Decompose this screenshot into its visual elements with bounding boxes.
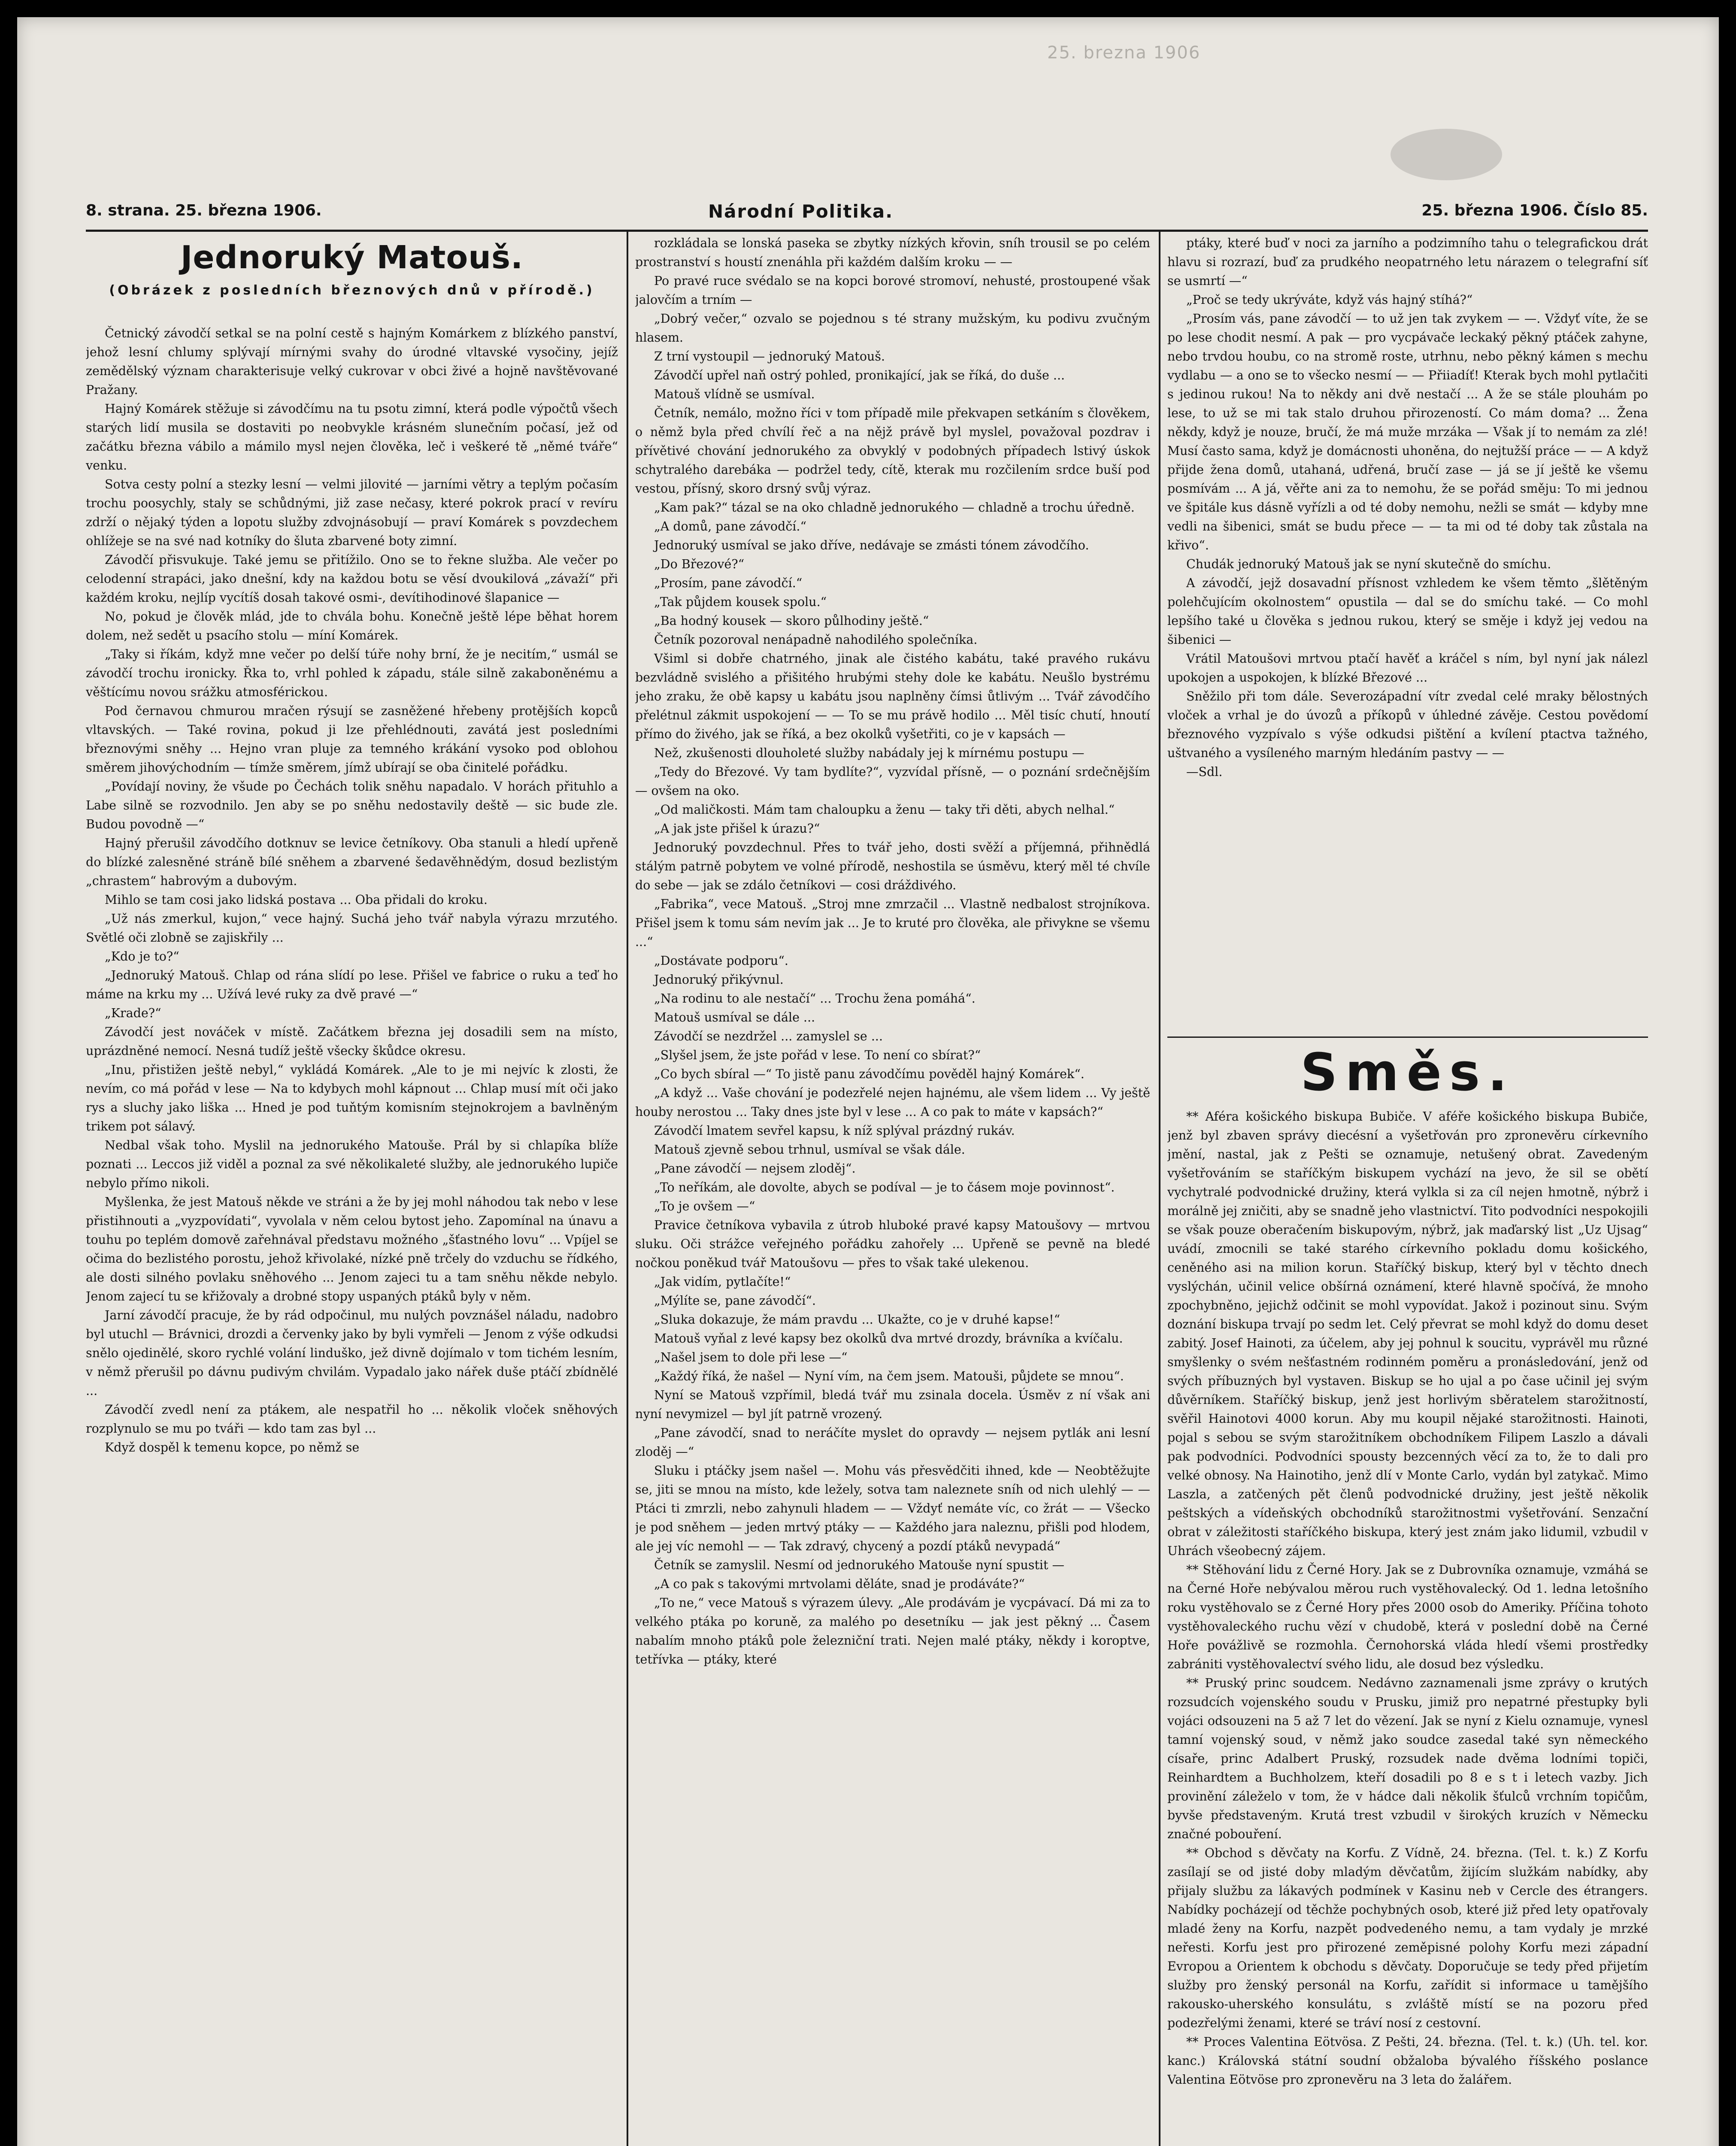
article-paragraph: „A když ... Vaše chování je podezřelé nejen hajnému, ale všem lidem ... Vy ještě houby nerostou ... Taky dnes jste byl v lese ... A co pak to máte v kapsách?“ (635, 1086, 1150, 1119)
article-paragraph: „Pane závodčí, snad to neráčíte myslet do opravdy — nejsem pytlák ani lesní zloděj —“ (635, 1426, 1150, 1459)
section-rule (1167, 1037, 1648, 1038)
article-paragraph: „Kdo je to?“ (105, 949, 179, 964)
article-paragraph: Mihlo se tam cosi jako lidská postava ... Oba přidali do kroku. (105, 893, 488, 907)
article-paragraph: Matouš usmíval se dále ... (654, 1010, 815, 1025)
article-paragraph: „Sluka dokazuje, že mám pravdu ... Ukažte, co je v druhé kapse!“ (654, 1312, 1060, 1327)
article-paragraph: Sluku i ptáčky jsem našel —. Mohu vás přesvědčiti ihned, kde — Neobtěžujte se, jiti se mnou na místo, kde ležely, sotva tam naleznete sníh od nich ulehlý — — Ptáci ti zmrzli, nebo zahynuli hladem — — Vždyť nemáte víc, co žrát — — Všecko je pod sněhem — jeden mrtvý ptáky — — Každého jara naleznu, přišli pod hlodem, ale jej víc nemohl — — Tak zdravý, chycený a pozdí ptáků nevypadá“ (635, 1464, 1150, 1553)
article-paragraph: „Krade?“ (105, 1006, 161, 1020)
article-paragraph: „Od maličkosti. Mám tam chaloupku a ženu — taky tři děti, abych nelhal.“ (654, 803, 1115, 817)
column-3-news (1167, 1107, 1648, 2146)
news-item: ** Obchod s děvčaty na Korfu. Z Vídně, 24. března. (Tel. t. k.) Z Korfu zasílají se od jisté doby mladým děvčatům, žijícím služkám nabídky, aby přijaly službu za lákavých podmínek v Kasinu neb v Cercle des étrangers. Nabídky pocházejí od těchže pochybných osob, které již před lety opatřovaly mladé ženy na Korfu, nazpět podvedeného nemu, a tam vydaly je mrzké neřesti. Korfu jest pro přirozené zeměpisné polohy Korfu mezi západní Evropou a Orientem k obchodu s děvčaty. Doporučuje se tedy před přijetím služby pro ženský personál na Korfu, zařídit si informace u tamějšího rakousko-uherského konsulátu, s zvláště místí se na pozoru před podezřelými ženami, které se tráví nosí z cestovní. (1167, 1846, 1648, 2030)
article-paragraph: Jednoruký přikývnul. (654, 973, 784, 987)
article-paragraph: Hajný Komárek stěžuje si závodčímu na tu psotu zimní, která podle výpočtů všech starých lidí musila se dostaviti po neobvykle krásném slunečním počasí, jež od začátku března vábilo a mámilo mysl nejen člověka, leč i veškeré tě „němé tváře“ venku. (86, 402, 618, 473)
section-title-smes: Směs. (1300, 1043, 1515, 1103)
header-left: 8. strana. 25. března 1906. (86, 202, 322, 219)
article-paragraph: „Kam pak?“ tázal se na oko chladně jednorukého — chladně a trochu úředně. (654, 500, 1135, 515)
header-right: 25. března 1906. Číslo 85. (1421, 202, 1648, 219)
article-paragraph: Četník pozoroval nenápadně nahodilého společníka. (654, 633, 978, 647)
scan-smudge (1391, 129, 1502, 180)
article-paragraph: „Inu, přistižen ještě nebyl,“ vykládá Komárek. „Ale to je mi nejvíc k zlosti, že nevím, co má pořád v lese — Na to kdybych mohl kápnout ... Chlap musí mít oči jako rys a sluchy jako liška ... Hned je pod tuňtým komisním stejnokrojem a bavlněným trikem pot sálavý. (86, 1063, 618, 1134)
article-paragraph: „Do Březové?“ (654, 557, 745, 571)
news-item: ** Aféra košického biskupa Bubiče. V aféře košického biskupa Bubiče, jenž byl zbaven správy diecésní a vyšetřován pro zpronevěru církevního jmění, nastal, jak z Pešti se oznamuje, netušený obrat. Zavedeným vyšetřováním se staříčkým biskupem vychází na jevo, že sil se obětí vychytralé podvodnické družiny, která vylkla si za cíl nejen hmotně, nýbrž i morálně jej zničiti, aby se snadně jeho vlastnictví. Tito podvodníci nespokojili se však pouze oberačením biskupovým, nýbrž, jak maďarský list „Uz Ujsag“ uvádí, zmocnili se také starého církevního pokladu domu košického, ceněného asi na milion korun. Staříčký biskup, který byl v těchto dnech vyslýchán, učinil velice obšírná oznámení, které hlavně spočívá, že mnoho zpochybněno, jejichž odčinit se mohl vypovídat. Jakož i pozinout sinu. Svým doznání biskupa trvají po sedm let. Celý převrat se mohl když do domu deset zabitý. Josef Hainoti, za účelem, aby jej pohnul k soucitu, vyprávěl mu různé smyšlenky o svém nešťastném rodinném poměru a pronásledování, jenž od svých příbuzných byl vystaven. Biskup se ho ujal a po čase učinil jej svým důvěrníkem. Staříčký biskup, jenž jest horlivým sběratelem starožitností, svěřil Hainotovi 4000 korun. Aby mu koupil nějaké starožitnosti. Hainoti, pojal s sebou se svým starožitníkem obchodníkem Filipem Laszlo a dávali pak podvodníci. Podvodníci spousty bezcenných věcí za to, že to dali pro velké obnosy. Na Hainotiho, jenž dlí v Monte Carlo, vydán byl zatykač. Mimo Laszla, a zatčených pět členů podvodnické družiny, jest ještě několik peštských a vídeňských obchodníků starožitnostmi vyšetřování. Senzační obrat v záležitosti staříčkého biskupa, který jest znám jako lidumil, vzbudil v Uhrách všeobecný zájem. (1167, 1109, 1648, 1558)
article-paragraph: „Na rodinu to ale nestačí“ ... Trochu žena pomáhá“. (654, 991, 976, 1006)
article-paragraph: „Tedy do Březové. Vy tam bydlíte?“, vyzvídal přísně, — o poznání srdečnějším — ovšem na oko. (635, 765, 1150, 798)
news-item: ** Proces Valentina Eötvösa. Z Pešti, 24. března. (Tel. t. k.) (Uh. tel. kor. kanc.) Královská státní soudní obžaloba bývalého říšského poslance Valentina Eötvöse pro zpronevěru na 3 leta do žalářem. (1167, 2035, 1648, 2087)
article-paragraph: Hajný přerušil závodčího dotknuv se levice četníkovy. Oba stanuli a hledí upřeně do blízké zalesněné stráně bílé sněhem a zbarvené šedavěhnědým, dosud bezlistým „chrastem“ habrovým a dubovým. (86, 836, 618, 888)
article-paragraph: Matouš vyňal z levé kapsy bez okolků dva mrtvé drozdy, brávníka a kvíčalu. (654, 1331, 1123, 1346)
article-paragraph: Nyní se Matouš vzpřímil, bledá tvář mu zsinala docela. Úsměv z ní však ani nyní nevymizel — byl jít patrně vrozený. (635, 1388, 1150, 1421)
article-paragraph: „A domů, pane závodčí.“ (654, 519, 807, 533)
article-paragraph: Po pravé ruce svédalo se na kopci borové stromoví, nehusté, prostoupené však jalovčím a trním — (635, 274, 1150, 307)
article-paragraph: Nedbal však toho. Myslil na jednorukého Matouše. Prál by si chlapíka blíže poznati ... Leccos již viděl a poznal za své několikaleté služby, ale jednorukého lupiče nebylo přímo nikoli. (86, 1138, 618, 1190)
article-paragraph: „Našel jsem to dole při lese —“ (654, 1350, 848, 1364)
article-paragraph: „Povídají noviny, že všude po Čechách tolik sněhu napadalo. V horách přituhlo a Labe silně se rozvodnilo. Jen aby se po sněhu nedostavily deště — sic bude zle. Budou povodně —“ (86, 779, 618, 831)
article-paragraph: Četnický závodčí setkal se na polní cestě s hajným Komárkem z blízkého panství, jehož lesní chlumy splývají mírnými svahy do úrodné vltavské vysočiny, jejíž zemědělský význam charakterisuje velký cukrovar v obci živé a hojně navštěvované Pražany. (86, 326, 618, 397)
article-paragraph: „Fabrika“, vece Matouš. „Stroj mne zmrzačil ... Vlastně nedbalost strojníkova. Přišel jsem k tomu sám nevím jak ... Je to kruté pro člověka, ale přivykne se všemu ...“ (635, 897, 1150, 949)
column-2 (635, 234, 1150, 2146)
newspaper-page (17, 17, 1719, 2146)
article-paragraph: Matouš zjevně sebou trhnul, usmíval se však dále. (654, 1143, 965, 1157)
article-paragraph: Závodčí jest nováček v místě. Začátkem března jej dosadili sem na místo, uprázdněné nemocí. Nesná tudíž ještě všecky škůdce okresu. (86, 1025, 618, 1058)
article-paragraph: Z trní vystoupil — jednoruký Matouš. (654, 349, 885, 364)
news-item: ** Stěhování lidu z Černé Hory. Jak se z Dubrovníka oznamuje, vzmáhá se na Černé Hoře nebývalou měrou ruch vystěhovalecký. Od 1. ledna letošního roku vystěhovalo se z Černé Hory přes 2000 osob do Ameriky. Příčina tohoto vystěhovaleckého ruchu vězí v chudobě, která v poslední době na Černé Hoře povážlivě se rozmohla. Černohorská vláda hledí všemi prostředky zabrániti vystěhovalectví svého lidu, ale dosud bez výsledku. (1167, 1563, 1648, 1671)
article-paragraph: „To je ovšem —“ (654, 1199, 755, 1213)
article-paragraph: Sotva cesty polní a stezky lesní — velmi jilovité — jarními větry a teplým počasím trochu poosychly, staly se schůdnými, již zase nečasy, které pokrok prací v revíru zdrží o nějaký týden a lopotu služby zdvojnásobují — praví Komárek s povzdechem ohlížeje se na své nad kotníky do šluta zbarvené boty zimní. (86, 477, 618, 548)
article-paragraph: Jarní závodčí pracuje, že by rád odpočinul, mu nulých povznášel náladu, nadobro byl utuchl — Brávnici, drozdi a červenky jako by byli vymřeli — Jenom z výše odkudsi snělo ojedinělé, skoro rychlé volání linduško, jež divně dojímalo v tom tichém lesním, v němž přerušil po dávnu pudivým chvilám. Vypadalo jako nářek duše ptáčí zbídnělé ... (86, 1308, 618, 1398)
article-paragraph: No, pokud je člověk mlád, jde to chvála bohu. Konečně ještě lépe běhat horem dolem, než sedět u psacího stolu — míní Komárek. (86, 609, 618, 643)
article-paragraph: Vrátil Matoušovi mrtvou ptačí havěť a kráčel s ním, byl nyní jak nálezl upokojen a uspokojen, k blízké Březové ... (1167, 652, 1648, 685)
article-paragraph: Četník, nemálo, možno říci v tom případě mile překvapen setkáním s člověkem, o němž byla před chvílí řeč a na nějž právě byl myslel, považoval pozdrav i přívětivé chování jednorukého za obvyklý v podobných případech lstivý úskok schytralého darebáka — podržel tedy, cítě, kterak mu rozčilením srdce buší pod vestou, přísný, skoro drsný svůj výraz. (635, 406, 1150, 496)
column-divider-1 (627, 232, 628, 2146)
newspaper-name: Národní Politika. (708, 201, 894, 222)
article-paragraph: „A co pak s takovými mrtvolami děláte, snad je prodáváte?“ (654, 1577, 1025, 1591)
article-paragraph: „A jak jste přišel k úrazu?“ (654, 821, 820, 836)
article-paragraph: Závodčí se nezdržel ... zamyslel se ... (654, 1029, 883, 1043)
article-paragraph: Závodčí upřel naň ostrý pohled, pronikající, jak se říká, do duše ... (654, 368, 1065, 382)
article-paragraph: Než, zkušenosti dlouholeté služby nabádaly jej k mírnému postupu — (654, 746, 1085, 760)
article-paragraph: ptáky, které buď v noci za jarního a podzimního tahu o telegrafickou drát hlavu si rozrazí, buď za prudkého neopatrného letu nárazem o telegrafní síť se usmrtí —“ (1167, 236, 1648, 288)
article-paragraph: Chudák jednoruký Matouš jak se nyní skutečně do smíchu. (1186, 557, 1551, 571)
article-paragraph: A závodčí, jejž dosavadní přísnost vzhledem ke všem těmto „šlětěným polehčujícím okolnostem“ opustila — dal se do smíchu také. — Co mohl lepšího také u člověka s jednou rukou, který se směje i když jej vedou na šibenici — (1167, 576, 1648, 647)
article-paragraph: „Taky si říkám, když mne večer po delší túře nohy brní, že je necitím,“ usmál se závodčí trochu ironicky. Řka to, vrhl pohled k západu, stále silně zakaboněnému a věštícímu novou srážku atmosférickou. (86, 647, 618, 699)
news-item: ** Pruský princ soudcem. Nedávno zaznamenali jsme zprávy o krutých rozsudcích vojenského soudu v Prusku, jimiž pro nepatrné přestupky byli vojáci odsouzeni na 5 až 7 let do vězení. Jak se nyní z Kielu oznamuje, vynesl tamní vojenský soud, v němž jako soudce zasedal také syn německého císaře, princ Adalbert Pruský, rozsudek nade dvěma lodními topiči, Reinhardtem a Buchholzem, kteří dosadili po 8 e s t i letech vazby. Jich provinění záleželo v tom, že v hádce dali několik šťulců vrchním topičům, byvše představeným. Krutá trest vzbudil v širokých kruzích v Německu značné pobouření. (1167, 1676, 1648, 1841)
article-paragraph: „Mýlíte se, pane závodčí“. (654, 1294, 816, 1308)
article-paragraph: „Tak půjdem kousek spolu.“ (654, 595, 827, 609)
article-paragraph: Pod černavou chmurou mračen rýsují se zasněžené hřebeny protějších kopců vltavských. — Také rovina, pokud ji lze přehlédnouti, zavátá jest posledními březnovými sněhy ... Hejno vran pluje za temného krákání vysoko pod oblohou směrem jihovýchodním — tímže směrem, jímž ubírají se oba činitelé pořádku. (86, 704, 618, 775)
column-3-story-end (1167, 234, 1648, 1032)
article-paragraph: „Dostávate podporu“. (654, 954, 788, 968)
page-header (86, 193, 1648, 227)
article-paragraph: „Co bych sbíral —“ To jistě panu závodčímu pověděl hajný Komárek“. (654, 1067, 1085, 1081)
article-paragraph: „To ne,“ vece Matouš s výrazem úlevy. „Ale prodávám je vycpávací. Dá mi za to velkého ptáka po koruně, za malého po desetníku — jak jest pěkný ... Časem nabalím mnoho ptáků pole železniční trati. Nejen malé ptáky, někdy i koroptve, tetřívka — ptáky, které (635, 1596, 1150, 1667)
article-paragraph: —Sdl. (1186, 765, 1223, 779)
article-paragraph: Matouš vlídně se usmíval. (654, 387, 815, 401)
bleed-through-text: 25. brezna 1906 (1047, 43, 1201, 63)
article-paragraph: Četník se zamyslil. Nesmí od jednorukého Matouše nyní spustit — (654, 1558, 1065, 1572)
article-paragraph: „Proč se tedy ukrýváte, když vás hajný stíhá?“ (1186, 293, 1473, 307)
article-paragraph: „Prosím vás, pane závodčí — to už jen tak zvykem — —. Vždyť víte, že se po lese chodit nesmí. A pak — pro vycpávače leckaký pěkný ptáček zahyne, nebo trvdou houbu, co na stromě roste, utrhnu, nebo pěkný kámen s mechu vydlabu — a ono se to všecko nesmí — — Přiiadíť! Kterak bych mohl pytlačiti s jedinou rukou! Na to někdy ani dvě nestačí ... A že se stále plouhám po lese, to už se mi tak stalo druhou přirozeností. Co mám doma? ... Žena někdy, když je nouze, bručí, že má muže mrzáka — Však jí to nemám za zlé! Musí často sama, když je domácnosti uhoněna, do nejtužší práce — — A když přijde žena domů, utahaná, udřená, bručí zase — já se jí ještě ke všemu posmívám ... A já, věřte ani za to nemohu, že se pořád směju: To mi jednou ve špitále kus dásně vyřízli a od té doby nemohu, nežli se smát — kdyby mne vedli na šibenici, smát se budu přece — — ta mi od té doby tak zůstala na křivo“. (1167, 312, 1648, 552)
article-paragraph: Myšlenka, že jest Matouš někde ve stráni a že by jej mohl náhodou tak nebo v lese přistihnouti a „vyzpovídati“, vyvolala v něm celou bytost jeho. Zapomínal na únavu a touhu po teplém domově zařehnával představu možného „šťastného lovu“ ... Vpíjel se očima do bezlistého porostu, jehož křivolaké, nízké pně trčely do vzduchu se řídkého, ale dosti silného povlaku sněhového ... Jenom zajeci tu a tam sněhu někde nebylo. Jenom zajecí tu se křižovaly a drobné stopy uspaných ptáků byly v něm. (86, 1195, 618, 1303)
column-divider-2 (1159, 232, 1160, 2146)
article-paragraph: Závodčí lmatem sevřel kapsu, k níž splýval prázdný rukáv. (654, 1124, 1015, 1138)
article-paragraph: Jednoruký usmíval se jako dříve, nedávaje se zmásti tónem závodčího. (654, 538, 1089, 552)
article-paragraph: „Jak vidím, pytlačíte!“ (654, 1275, 791, 1289)
article-paragraph: „Prosím, pane závodčí.“ (654, 576, 803, 590)
article-paragraph: „Už nás zmerkul, kujon,“ vece hajný. Suchá jeho tvář nabyla výrazu mrzutého. Světlé oči zlobně se zajiskřily ... (86, 912, 618, 945)
article-paragraph: „To neříkám, ale dovolte, abych se podíval — je to čásem moje povinnost“. (654, 1180, 1115, 1194)
article-paragraph: „Pane závodčí — nejsem zloděj“. (654, 1161, 856, 1176)
article-paragraph: Když dospěl k temenu kopce, po němž se (105, 1440, 360, 1455)
header-rule (86, 230, 1648, 232)
article-paragraph: Všiml si dobře chatrného, jinak ale čistého kabátu, také pravého rukávu bezvládně svislého a přišitého hrubými stehy dole ke kabátu. Neušlo bystrému jeho zraku, že obě kapsy u kabátu jsou naplněny čímsi ůtlivým ... Tvář závodčího přelétnul zákmit uspokojení — — To se mu právě hodilo ... Měl tisíc chutí, hnoutí přímo do živého, jak se říká, a bez okolků vyšetřiti, co je v kapsách — (635, 652, 1150, 741)
article-paragraph: Pravice četníkova vybavila z útrob hluboké pravé kapsy Matoušovy — mrtvou sluku. Oči strážce veřejného pořádku zahořely ... Upřeně se pevně na bledé nočkou poněkud tvář Matoušovu — přes to však také ulekenou. (635, 1218, 1150, 1270)
article-title: Jednoruký Matouš. (180, 239, 524, 276)
article-paragraph: „Dobrý večer,“ ozvalo se pojednou s té strany mužským, ku podivu zvučným hlasem. (635, 312, 1150, 345)
column-1 (86, 324, 618, 2146)
article-paragraph: „Jednoruký Matouš. Chlap od rána slídí po lese. Přišel ve fabrice o ruku a teď ho máme na krku my ... Užívá levé ruky za dvě pravé —“ (86, 968, 618, 1001)
article-paragraph: „Ba hodný kousek — skoro půlhodiny ještě.“ (654, 614, 929, 628)
article-paragraph: Závodčí zvedl není za ptákem, ale nespatřil ho ... několik vloček sněhových rozplynulo se mu po tváři — kdo tam zas byl ... (86, 1403, 618, 1436)
article-paragraph: „Každý říká, že našel — Nyní vím, na čem jsem. Matouši, půjdete se mnou“. (654, 1369, 1124, 1383)
article-paragraph: rozkládala se lonská paseka se zbytky nízkých křovin, sníh trousil se po celém prostranství s houstí znenáhla při každém dalším kroku — — (635, 236, 1150, 269)
article-paragraph: Závodčí přisvukuje. Také jemu se přitížilo. Ono se to řekne služba. Ale večer po celodenní strapáci, jako dnešní, kdy na každou botu se věsí dvoukilová „závaží“ při každém kroku, nejlíp vycítíš dosah takové osmi-, devítihodinové šlapanice — (86, 553, 618, 605)
article-paragraph: „Slyšel jsem, že jste pořád v lese. To není co sbírat?“ (654, 1048, 981, 1062)
article-paragraph: Jednoruký povzdechnul. Přes to tvář jeho, dosti svěží a příjemná, přihnědlá stálým patrně pobytem ve volné přírodě, neshostila se úsměvu, který měl té chvíle do sebe — jak se zdálo četníkovi — cosi dráždivého. (635, 840, 1150, 892)
article-paragraph: Sněžilo při tom dále. Severozápadní vítr zvedal celé mraky bělostných vloček a vrhal je do úvozů a příkopů v úhledné závěje. Cestou povědomí březnového vyzpívalo s výše odkudsi pištění a kvílení ptactva tažného, uštvaného a vysíleného marným hledáním pastvy — — (1167, 689, 1648, 760)
article-subtitle: (Obrázek z posledních březnových dnů v přírodě.) (109, 283, 595, 298)
